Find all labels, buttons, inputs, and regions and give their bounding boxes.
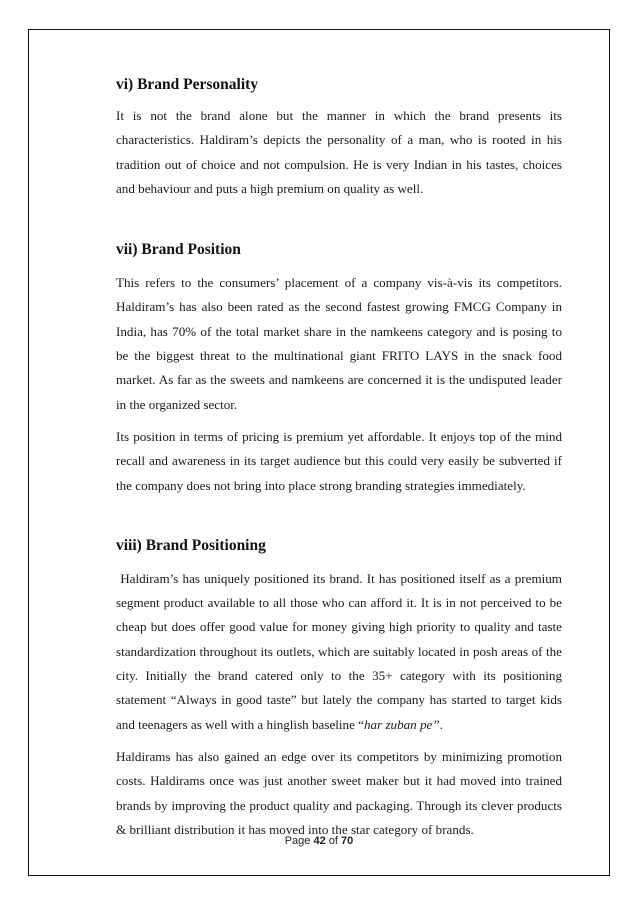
page-footer [0,835,638,847]
page-label: Page [284,835,311,847]
page-separator: of [328,835,338,847]
document-body [116,74,562,842]
paragraph: This refers to the consumers’ placement of a company vis-à-vis its competitors. Haldiram’s has also been rated as the second fastest growing FMCG Company in India, has 70% of the total market share in the namkeens category and is posing to be the biggest threat to the multinational giant FRITO LAYS in the snack food market. As far as the sweets and namkeens are concerned it is the undisputed leader in the organized sector. [116,275,562,412]
total-pages: 70 [341,835,354,847]
paragraph: It is not the brand alone but the manner in which the brand presents its characteristics. Haldiram’s depicts the personality of a man, who is rooted in his tradition out of choice and not compulsion. He is very Indian in his tastes, choices and behaviour and puts a high premium on quality as well. [116,108,562,196]
section-brand-position [116,239,562,498]
section-heading: viii) Brand Positioning [116,536,266,554]
paragraph [116,567,562,737]
section-brand-positioning [116,535,562,842]
paragraph-text: Haldiram’s has uniquely positioned its brand. It has positioned itself as a premium segment product available to all those who can afford it. It is in not perceived to be cheap but does offer good value for money giving high priority to quality and taste standardization throughout its outlets, which are suitably located in posh areas of the city. Initially the brand catered only to the 35+ category with its positioning statement “Always in good taste” but lately the company has started to target kids and teenagers as well with a hinglish baseline “ [116,570,562,732]
section-heading: vii) Brand Position [116,241,241,259]
section-brand-personality [116,74,562,201]
paragraph: Its position in terms of pricing is premium yet affordable. It enjoys top of the mind recall and awareness in its target audience but this could very easily be subverted if the company does not bring into place strong branding strategies immediately. [116,428,562,493]
italic-baseline: har zuban pe” [363,716,440,732]
current-page-number: 42 [313,835,326,847]
paragraph: Haldirams has also gained an edge over its competitors by minimizing promotion costs. Haldirams once was just another sweet maker but it had moved into trained brands by improving the product quality and packaging. Through its clever products & brilliant distribution it has moved into the star category of brands. [116,748,562,837]
section-heading: vi) Brand Personality [116,76,259,93]
paragraph-end: . [439,716,443,732]
